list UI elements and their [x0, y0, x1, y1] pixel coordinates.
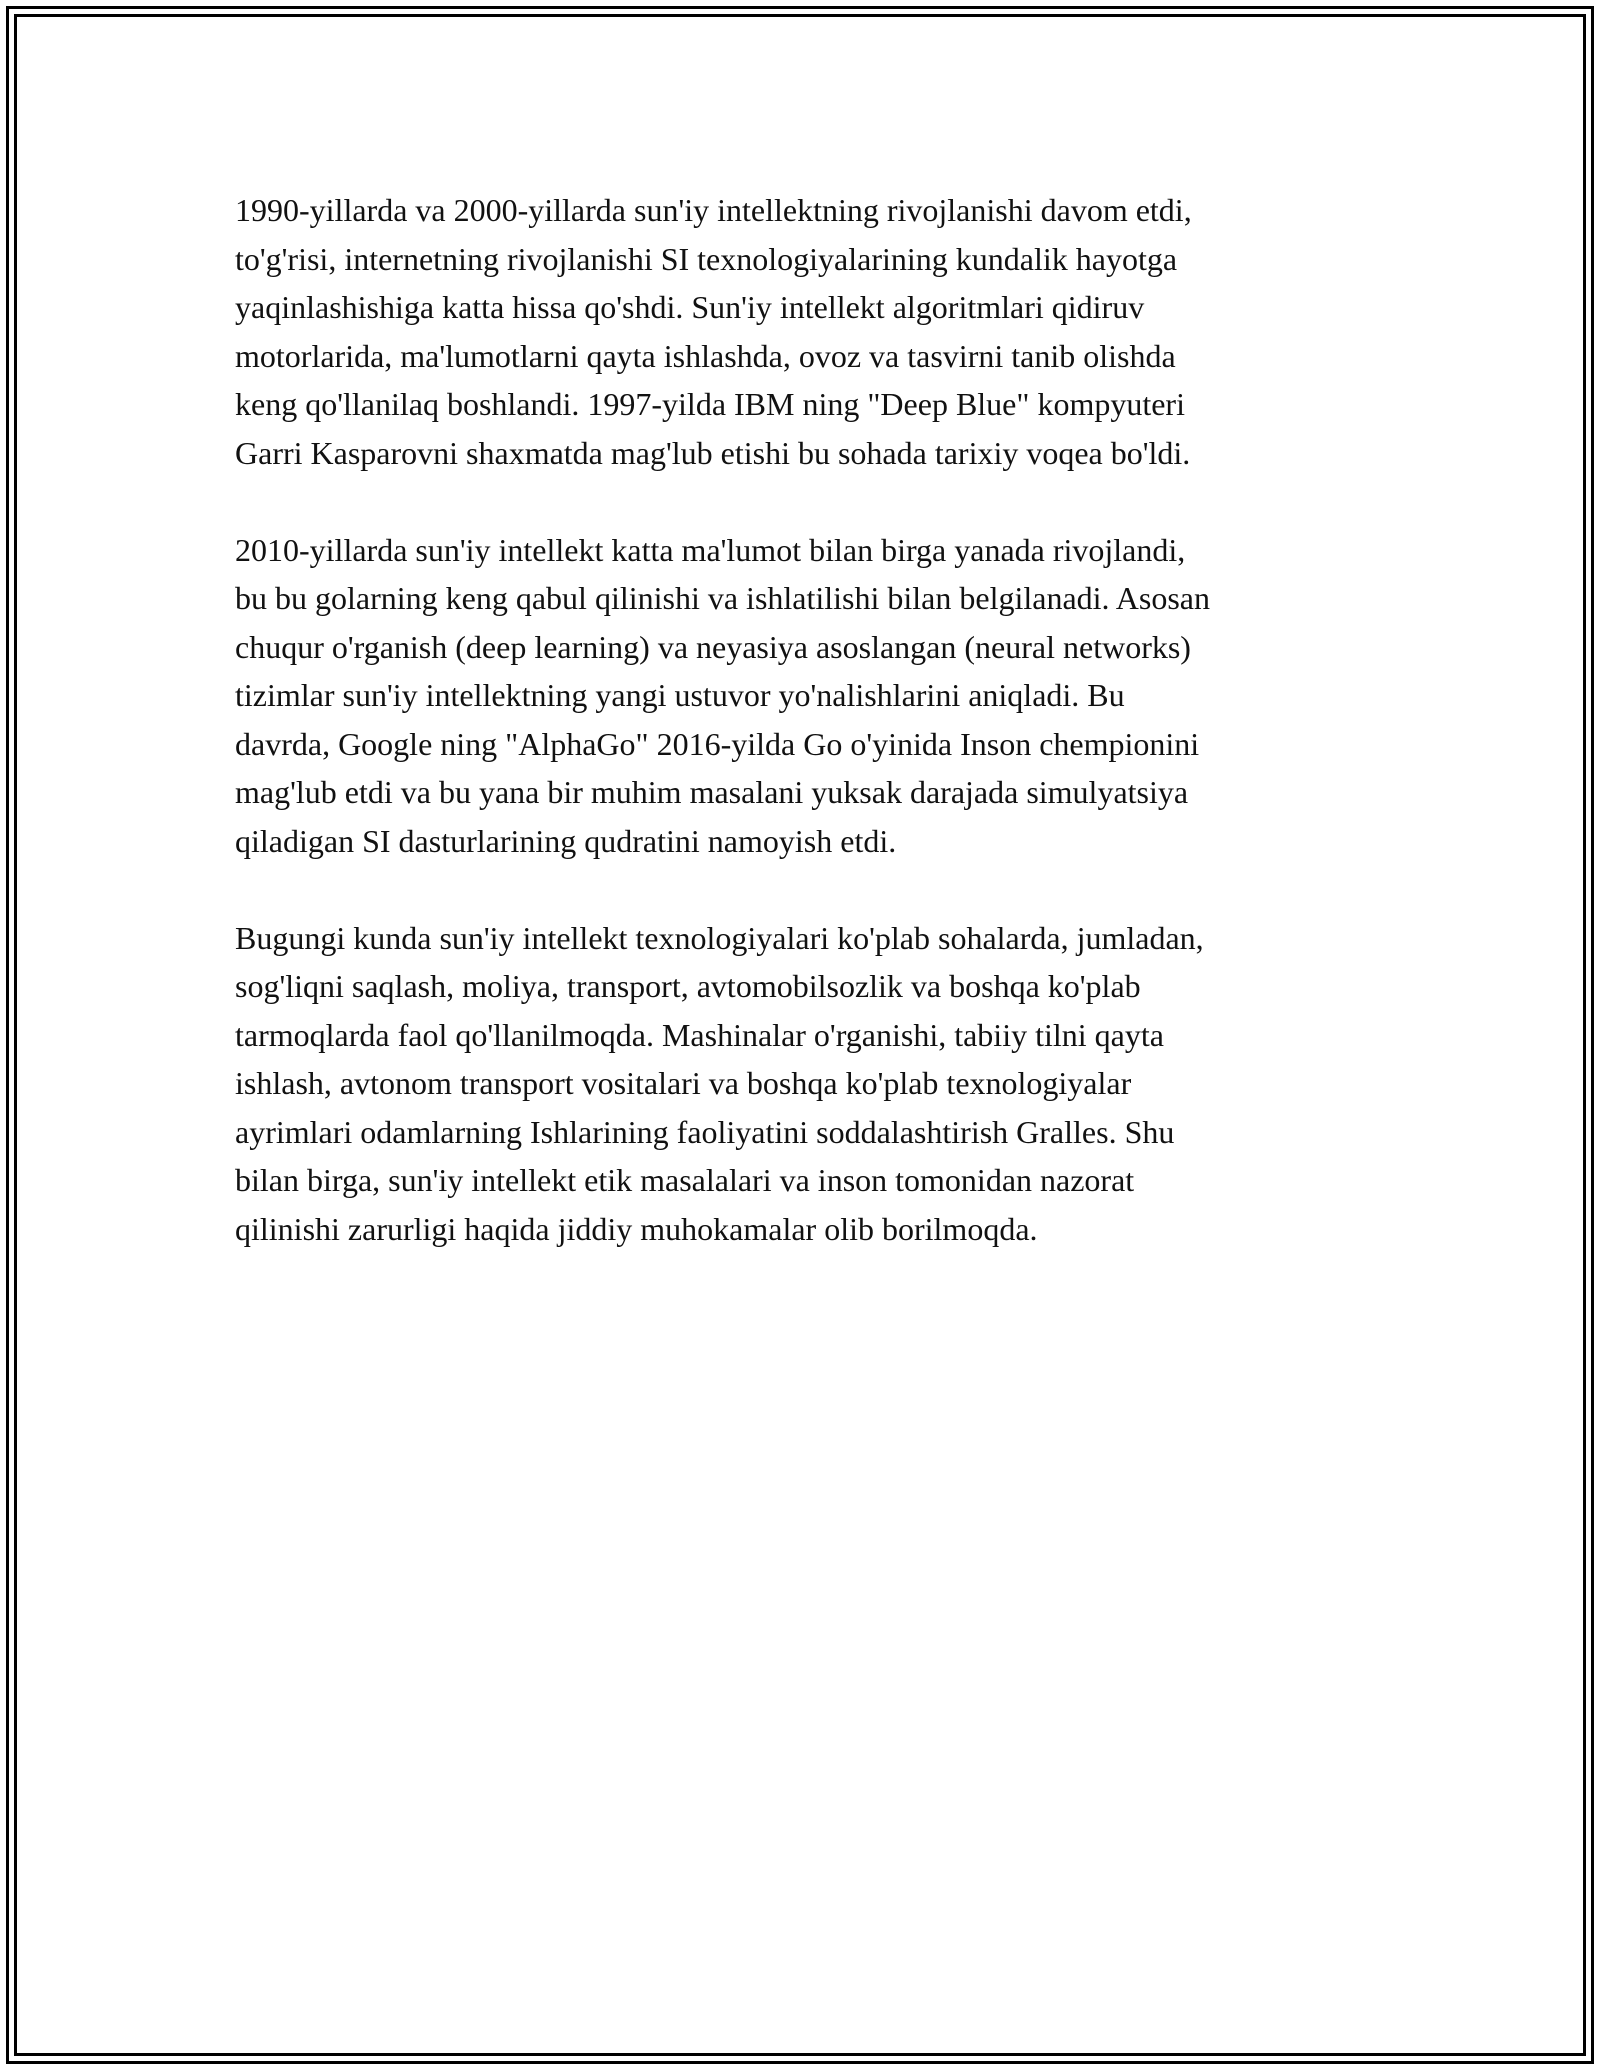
text-line: sog'liqni saqlash, moliya, transport, avtomobilsozlik va boshqa ko'plab — [235, 968, 1141, 1004]
text-line: chuqur o'rganish (deep learning) va neyasiya asoslangan (neural networks) — [235, 628, 1191, 665]
text-line: 2010-yillarda sun'iy intellekt katta ma'lumot bilan birga yanada rivojlandi, — [235, 531, 1186, 568]
text-line: motorlarida, ma'lumotlarni qayta ishlashda, ovoz va tasvirni tanib olishda — [235, 337, 1176, 374]
text-line: davrda, Google ning "AlphaGo" 2016-yilda Go o'yinida Inson chempionini — [235, 725, 1200, 762]
text-line: bu bu golarning keng qabul qilinishi va ishlatilishi bilan belgilanadi. Asosan — [235, 580, 1210, 616]
text-line: qilinishi zarurligi haqida jiddiy muhokamalar olib borilmoqda. — [235, 1210, 1038, 1247]
text-line: tarmoqlarda faol qo'llanilmoqda. Mashinalar o'rganishi, tabiiy tilni qayta — [235, 1016, 1164, 1053]
text-line: keng qo'llanilaq boshlandi. 1997-yilda IBM ning "Deep Blue" kompyuteri — [235, 386, 1185, 422]
text-line: ishlash, avtonom transport vositalari va boshqa ko'plab texnologiyalar — [235, 1065, 1132, 1101]
text-line: 1990-yillarda va 2000-yillarda sun'iy intellektning rivojlanishi davom etdi, — [235, 192, 1192, 228]
text-line: to'g'risi, internetning rivojlanishi SI texnologiyalarining kundalik hayotga — [235, 240, 1178, 277]
text-line: Garri Kasparovni shaxmatda mag'lub etishi bu sohada tarixiy voqea bo'ldi. — [235, 434, 1191, 471]
text-line: yaqinlashishiga katta hissa qo'shdi. Sun'iy intellekt algoritmlari qidiruv — [235, 289, 1145, 325]
text-line: tizimlar sun'iy intellektning yangi ustuvor yo'nalishlarini aniqladi. Bu — [235, 677, 1125, 713]
paragraph-history-2010s — [235, 526, 1365, 866]
document-body — [235, 186, 1365, 1302]
text-line: Bugungi kunda sun'iy intellekt texnologiyalari ko'plab sohalarda, jumladan, — [235, 919, 1204, 956]
text-line: mag'lub etdi va bu yana bir muhim masalani yuksak darajada simulyatsiya — [235, 774, 1189, 810]
text-line: bilan birga, sun'iy intellekt etik masalalari va inson tomonidan nazorat — [235, 1162, 1135, 1198]
paragraph-history-1990s — [235, 186, 1365, 477]
text-line: ayrimlari odamlarning Ishlarining faoliyatini soddalashtirish Gralles. Shu — [235, 1113, 1175, 1150]
paragraph-present-day — [235, 914, 1365, 1254]
text-line: qiladigan SI dasturlarining qudratini namoyish etdi. — [235, 822, 897, 859]
